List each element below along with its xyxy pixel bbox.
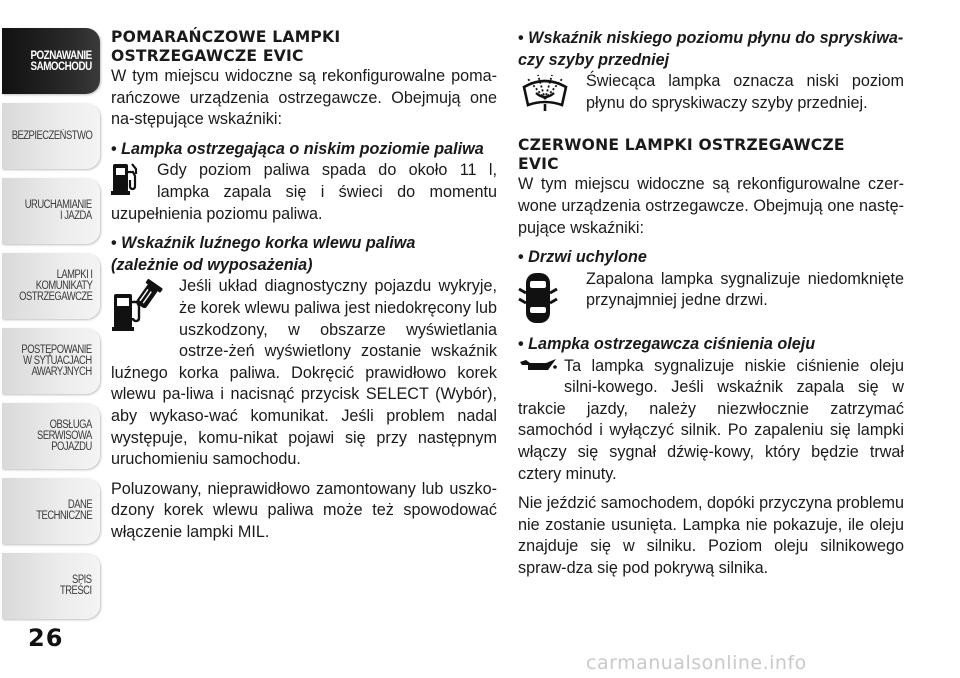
tab-label: OBSŁUGA SERWISOWA POJAZDU [37,418,92,453]
tab-obsluga-serwisowa[interactable] [2,403,100,469]
tab-uruchamianie-i-jazda[interactable] [2,178,100,244]
oil-pressure-note: Nie jeździć samochodem, dopóki przyczyna problemu nie zostanie usunięta. Lampka nie pokazuje, ile oleju znajduje się w silniku. Poziom oleju silnikowego spraw-dza się pod pokrywą silnika. [518,494,904,577]
intro-paragraph: W tym miejscu widoczne są rekonfigurowalne czer-wone urządzenia ostrzegawcze. Obejmują one nastę-pujące wskaźniki: [518,175,904,237]
fuel-cap-text: Jeśli układ diagnostyczny pojazdu wykryje, że korek wlewu paliwa jest niedokręcony lub uszkodzony, w obszarze wyświetlania ostrze-żeń wyświetlony zostanie wskaźnik luźnego korka paliwa. Dokręcić prawidłowo korek wlewu pa-liwa i nacisnąć przycisk SELECT (Wybór), aby wykaso-wać komunikat. Jeśli problem nadal występuje, komu-nikat pojawi się przy następnym uruchomieniu samochodu. [111,277,497,469]
oil-pressure-text: Ta lampka sygnalizuje niskie ciśnienie oleju silni-kowego. Jeśli wskaźnik zapala się w trakcie jazdy, należy niezwłocznie zatrzymać samochód i wyłączyć silnik. Po zapaleniu się lampki włączy się sygnał dźwię-kowy, który będzie trwał cztery minuty. [518,356,904,483]
oil-pressure-title: • Lampka ostrzegawcza ciśnienia oleju [518,334,904,356]
tab-spis-tresci[interactable] [2,553,100,619]
fuel-pump-icon [111,160,157,202]
tab-postepowanie-awaryjne[interactable] [2,328,100,394]
washer-fluid-text: Świecąca lampka oznacza niski poziom płynu do spryskiwaczy szyby przedniej. [586,72,904,112]
section-heading: CZERWONE LAMPKI OSTRZEGAWCZE EVIC [518,136,845,174]
tab-label: URUCHAMIANIE I JAZDA [25,199,92,222]
tab-poznawanie-samochodu[interactable] [2,28,100,94]
oil-pressure-icon [518,356,564,378]
tab-dane-techniczne[interactable] [2,478,100,544]
tab-label: POSTĘPOWANIE W SYTUACJACH AWARYJNYCH [21,343,92,378]
fuel-cap-title: • Wskaźnik luźnego korka wlewu paliwa (zależnie od wyposażenia) [111,233,497,276]
fuel-warning-title: • Lampka ostrzegająca o niskim poziomie paliwa [111,139,497,161]
watermark: carmanualsonline.info [586,652,807,674]
tab-label: LAMPKI I KOMUNIKATY OSTRZEGAWCZE [18,268,92,303]
tab-lampki-i-komunikaty[interactable] [2,253,100,319]
left-column [111,28,497,543]
door-ajar-text: Zapalona lampka sygnalizuje niedomknięte przynajmniej jedne drzwi. [586,269,904,310]
tab-label: DANE TECHNICZNE [36,499,92,522]
door-ajar-icon [518,269,586,333]
right-column [518,28,904,579]
loose-fuel-cap-icon [111,276,179,360]
door-ajar-title: • Drzwi uchylone [518,247,904,269]
page-number: 26 [28,624,64,652]
washer-fluid-icon [518,71,586,123]
tab-label: BEZPIECZEŃSTWO [11,129,92,142]
tab-label: POZNAWANIE SAMOCHODU [30,48,93,73]
intro-paragraph: W tym miejscu widoczne są rekonfigurowalne poma-rańczowe urządzenia ostrzegawcze. Obejmują one na-stępujące wskaźniki: [111,67,497,129]
washer-fluid-title: • Wskaźnik niskiego poziomu płynu do spryskiwa-czy szyby przedniej [518,28,904,71]
tab-label: SPIS TREŚCI [60,574,92,597]
section-heading: POMARAŃCZOWE LAMPKI OSTRZEGAWCZE EVIC [111,28,341,65]
mil-paragraph: Poluzowany, nieprawidłowo zamontowany lub uszko-dzony korek wlewu paliwa może też spowodować włączenie lampki MIL. [111,479,497,541]
tab-bezpieczenstwo[interactable] [2,103,100,169]
fuel-warning-text: Gdy poziom paliwa spada do około 11 l, lampka zapala się i świeci do momentu uzupełnienia poziomu paliwa. [111,161,497,223]
